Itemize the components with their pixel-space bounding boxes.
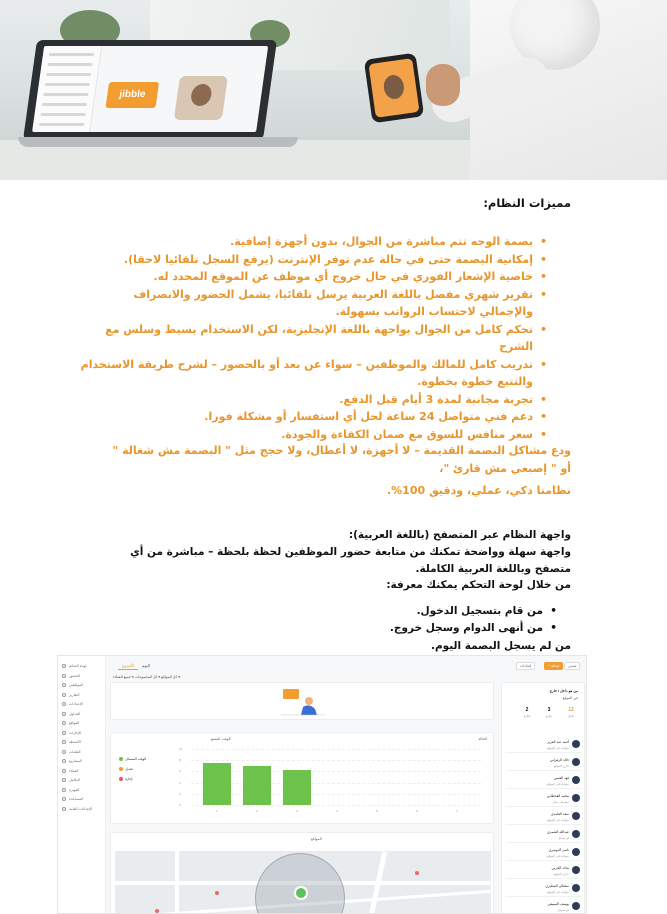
empty-state-card [110, 682, 494, 720]
list-item: • إمكانية البصمة حتى في حالة عدم توفر الإنترنت (يرفع السجل تلقائيا لاحقا). [77, 251, 547, 269]
nav-icon [62, 721, 66, 725]
dashboard-topbar [108, 658, 584, 672]
dashboard-filters[interactable]: كل المواقع ▾ كل المجموعات ▾ جميع العملاء ▾ [113, 675, 181, 679]
panel-title: من هو داخل / خارج [549, 689, 578, 693]
employee-row[interactable] [506, 881, 582, 897]
employee-row[interactable] [506, 845, 582, 861]
employee-status: لم يسجل [557, 908, 569, 912]
avatar [572, 812, 580, 820]
person [470, 0, 667, 180]
nav-icon [62, 778, 66, 782]
nav-icon [62, 683, 66, 687]
sidebar-item[interactable] [62, 757, 102, 765]
stat-leave-label: إجازة [523, 714, 531, 718]
export-button[interactable]: تصدير [564, 662, 580, 670]
y-tick-label: 4 [179, 780, 181, 785]
sidebar-item-label: المواقع [69, 721, 80, 725]
hero-photo [0, 0, 667, 180]
avatar [572, 794, 580, 802]
legend-item: تعديل [119, 767, 133, 771]
nav-icon [62, 702, 66, 706]
dashboard-last-point: من لم يسجل البصمة اليوم. [431, 640, 571, 652]
add-button[interactable]: + إضافة [544, 662, 563, 670]
nav-icon [62, 797, 66, 801]
nav-icon [62, 674, 66, 678]
employee-row[interactable] [506, 755, 582, 771]
employee-status: متواجد في الموقع [547, 854, 569, 858]
employee-status: خارج الموقع [553, 764, 569, 768]
geofence-circle [255, 853, 345, 914]
features-list [77, 233, 547, 443]
sidebar-item-label: المشاريع [69, 759, 82, 763]
sidebar-item-label: الطلبات [69, 749, 81, 754]
map-card [110, 832, 494, 914]
avatar [572, 740, 580, 748]
nav-icon [62, 759, 66, 763]
x-tick-label: 1 [216, 809, 218, 813]
dashboard-intro: من خلال لوحة التحكم يمكنك معرفة: [386, 579, 571, 591]
sidebar-item[interactable] [62, 738, 102, 746]
panel-subtitle: في الموقع [562, 696, 578, 700]
employee-name: فهد العتيبي [553, 776, 569, 780]
sidebar-item[interactable] [62, 710, 102, 718]
who-is-in-panel [501, 682, 585, 914]
sidebar-item-label: الموظفين [69, 683, 84, 687]
employee-status: لم يسجل [557, 836, 569, 840]
avatar [572, 848, 580, 856]
tab-week[interactable]: الأسبوع [118, 661, 138, 670]
employee-row[interactable] [506, 791, 582, 807]
nav-icon [62, 664, 66, 668]
y-tick-label: 0 [179, 803, 181, 807]
stat-leave[interactable]: 2 [525, 707, 529, 713]
sidebar-item-label: الإعدادات [69, 702, 83, 706]
employee-name: ماجد الحربي [551, 866, 569, 870]
chart-title: الوقت المتتبع [211, 737, 231, 741]
employee-name: خالد الزهراني [549, 758, 569, 762]
sidebar-item[interactable] [62, 681, 102, 689]
employee-status: خارج الموقع [553, 872, 569, 876]
gridline [191, 760, 481, 761]
phone-face-scan [364, 53, 424, 124]
legend-item: الوقت المسجل [119, 757, 146, 761]
x-tick-label: 2 [256, 809, 258, 813]
smart-line: نظامنا ذكي، عملي، ودقيق 100%. [386, 484, 571, 497]
employee-status: متواجد في الموقع [547, 746, 569, 750]
x-tick-label: 3 [296, 809, 298, 813]
sidebar-item[interactable] [62, 700, 102, 708]
avatar [572, 866, 580, 874]
sidebar-item-label: الحضور [69, 673, 80, 678]
dashboard-points [390, 603, 557, 637]
sidebar-item[interactable] [62, 729, 102, 737]
y-tick-label: 8 [179, 758, 181, 763]
employee-name: أحمد عبد العزيز [547, 740, 569, 744]
employee-name: يوسف السبيعي [547, 902, 569, 906]
list-item: • تقرير شهري مفصل باللغة العربية يرسل تلقائيا، يشمل الحضور والانصراف والإجمالي لاحتساب الرواتب بسهولة. [77, 286, 547, 321]
nav-icon [62, 788, 66, 792]
sidebar-item-label: الأنشطة [69, 740, 81, 744]
sidebar-item-label: الإعدادات العامة [69, 806, 93, 811]
nav-icon [62, 740, 66, 744]
tab-today[interactable]: اليوم [142, 663, 151, 668]
map-title: المواقع [311, 837, 322, 841]
gridline [191, 805, 481, 806]
chart-card [110, 732, 494, 824]
employee-row[interactable] [506, 737, 582, 753]
sidebar-item-label: التكامل [69, 778, 80, 782]
sidebar-item-label: الجداول [69, 711, 81, 716]
sidebar-item[interactable] [62, 805, 102, 813]
stat-in-label: داخل [567, 714, 575, 718]
sidebar-item[interactable] [62, 672, 102, 680]
empty-state-illustration [281, 687, 325, 717]
chart-subtitle: الحالة [478, 737, 487, 741]
y-tick-label: 6 [179, 769, 181, 774]
dashboard-sidebar [58, 656, 106, 913]
nav-icon [62, 807, 66, 811]
old-problems-paragraph: ودع مشاكل البصمة القديمة – لا أجهزة، لا أعطال، ولا حجج مثل " البصمة مش شغالة " أو " إصبعي مش قارئ "، [112, 444, 571, 475]
gridline [191, 783, 481, 784]
map[interactable] [115, 851, 491, 914]
employee-row[interactable] [506, 899, 582, 914]
avatar [572, 884, 580, 892]
laptop-screen [23, 40, 277, 140]
avatar [572, 902, 580, 910]
sidebar-item[interactable] [62, 767, 102, 775]
gridline [191, 794, 481, 795]
sidebar-item-label: الإجازات [69, 730, 82, 735]
employee-name: عبدالله الشمري [546, 830, 569, 834]
sidebar-item-label: المساعدة [69, 797, 84, 801]
features-heading: مميزات النظام: [483, 196, 571, 210]
map-pin-icon [215, 891, 219, 895]
employee-row[interactable] [506, 773, 582, 789]
gridline [191, 749, 481, 750]
avatar [572, 830, 580, 838]
nav-icon [62, 750, 66, 754]
list-item: • خاصية الإشعار الفوري في حال خروج أي موظف عن الموقع المحدد له. [77, 268, 547, 286]
employee-name: سلطان المطيري [545, 884, 569, 888]
employee-status: انصراف مبكر [552, 800, 569, 804]
browser-heading: واجهة النظام عبر المتصفح (باللغة العربية): [348, 529, 571, 541]
sidebar-item[interactable] [62, 691, 102, 699]
sidebar-item-label: التقارير [69, 692, 80, 697]
list-item: • تدريب كامل للمالك والموظفين – سواء عن بعد أو بالحضور – لشرح طريقة الاستخدام والتتبع خطوة بخطوة. [77, 356, 547, 391]
y-tick-label: 2 [179, 791, 181, 796]
stat-in[interactable]: 12 [568, 707, 574, 713]
chart-bar[interactable] [283, 770, 312, 805]
legend-item: إجازة [119, 777, 133, 781]
sidebar-item[interactable] [62, 748, 102, 756]
sidebar-item[interactable] [62, 719, 102, 727]
list-item: • بصمة الوجه تتم مباشرة من الجوال، بدون أجهزة إضافية. [77, 233, 547, 251]
nav-icon [62, 693, 66, 697]
laptop-brand-logo: jibble [105, 82, 159, 108]
employee-status: متواجد في الموقع [547, 890, 569, 894]
employee-name: ناصر الدوسري [548, 848, 569, 852]
list-item: • سعر منافس للسوق مع ضمان الكفاءة والجودة. [77, 426, 547, 444]
chart-bar[interactable] [243, 766, 272, 805]
browser-description: واجهة سهلة وواضحة تمكنك من متابعة حضور الموظفين لحظة بلحظة – مباشرة من أي متصفح وباللغة العربية الكاملة. [130, 546, 571, 575]
x-tick-label: 5 [376, 809, 378, 813]
y-tick-label: 10 [179, 747, 183, 751]
employee-row[interactable] [506, 863, 582, 879]
list-item: • تحكم كامل من الجوال بواجهة باللغة الإنجليزية، لكن الاستخدام بسيط وسلس مع الشرح [77, 321, 547, 356]
stat-out-label: خارج [545, 714, 553, 718]
employee-status: متواجد في الموقع [547, 818, 569, 822]
list-item: • تجربة مجانية لمدة 3 أيام قبل الدفع. [77, 391, 547, 409]
avatar [572, 776, 580, 784]
avatar [572, 758, 580, 766]
employee-status: متواجد في الموقع [547, 782, 569, 786]
list-item: • دعم فني متواصل 24 ساعة لحل أي استفسار أو مشكلة فورا. [77, 408, 547, 426]
sidebar-item[interactable] [62, 662, 102, 670]
x-tick-label: 7 [456, 809, 458, 813]
sidebar-item[interactable] [62, 776, 102, 784]
stat-out[interactable]: 3 [547, 707, 551, 713]
settings-button[interactable]: إعدادات [516, 662, 535, 670]
x-tick-label: 6 [416, 809, 418, 813]
map-pin-icon [155, 909, 159, 913]
sidebar-item-label: الفوترة [69, 787, 80, 792]
chart-bar[interactable] [203, 763, 232, 805]
gridline [191, 771, 481, 772]
list-item: • من أنهى الدوام وسجل خروج. [390, 620, 557, 637]
dashboard-screenshot [57, 655, 587, 914]
sidebar-item-label: العملاء [69, 768, 79, 773]
list-item: • من قام بتسجيل الدخول. [390, 603, 557, 620]
employee-row[interactable] [506, 809, 582, 825]
sidebar-item[interactable] [62, 786, 102, 794]
nav-icon [62, 712, 66, 716]
laptop-base [18, 137, 298, 147]
employee-name: محمد القحطاني [546, 794, 569, 798]
nav-icon [62, 769, 66, 773]
sidebar-item-label: لوحة التحكم [69, 664, 87, 668]
nav-icon [62, 731, 66, 735]
x-tick-label: 4 [336, 809, 338, 813]
employee-name: سعد الغامدي [550, 812, 569, 816]
employee-row[interactable] [506, 827, 582, 843]
map-pin-icon [415, 871, 419, 875]
laptop-profile-photo [174, 76, 228, 120]
sidebar-item[interactable] [62, 795, 102, 803]
